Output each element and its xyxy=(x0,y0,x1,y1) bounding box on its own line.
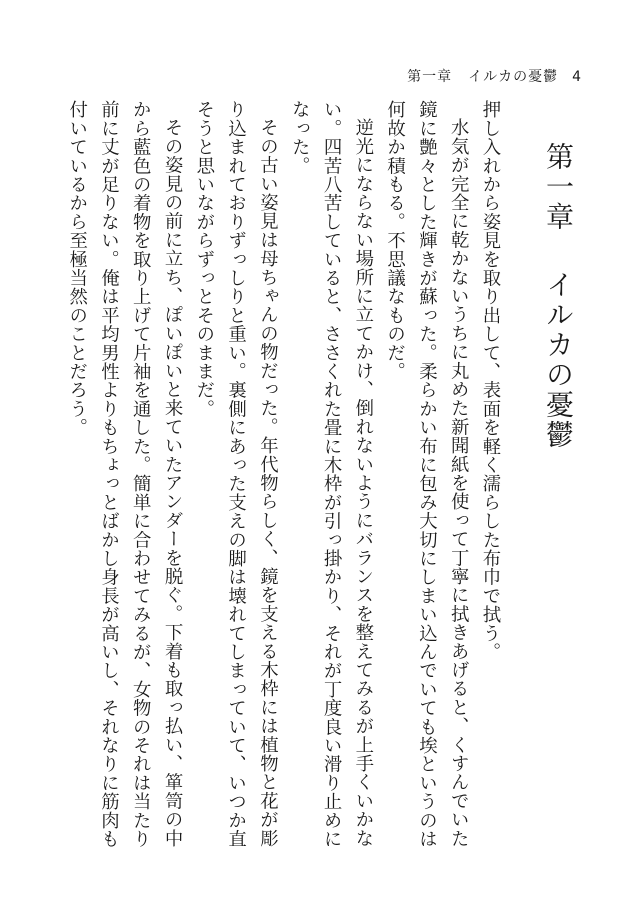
running-header-title: イルカの憂鬱 xyxy=(468,69,559,85)
paragraph: その姿見の前に立ち、ぽいぽいと来ていたアンダーを脱ぐ。下着も取っ払い、箪笥の中から藍色の着物を取り上げて片袖を通した。簡単に合わせてみるが、女物のそれは当たり前に丈が足りない。俺は平均男性よりもちょっとばかし身長が高いし、それなりに筋肉も付いているから至極当然のことだろう。 xyxy=(66,100,184,848)
chapter-number: 第一章 xyxy=(542,142,575,232)
chapter-title: イルカの憂鬱 xyxy=(542,270,575,450)
paragraph: 逆光にならない場所に立てかけ、倒れないようにバランスを整えてみるが上手くいかない。四苦八苦していると、ささくれた畳に木枠が引っ掛かり、それが丁度良い滑り止めになった。 xyxy=(289,100,374,848)
chapter-heading xyxy=(526,142,590,860)
body-text xyxy=(61,100,506,860)
running-header xyxy=(407,66,582,86)
vertical-text-block xyxy=(61,100,590,860)
paragraph: 押し入れから姿見を取り出して、表面を軽く濡らした布巾で拭う。 xyxy=(480,100,501,661)
running-header-chapter: 第一章 xyxy=(407,69,453,85)
paragraph: その古い姿見は母ちゃんの物だった。年代物らしく、鏡を支える木枠には植物と花が彫り込まれておりずっしりと重い。裏側にあった支えの脚は壊れてしまっていて、いつか直そうと思いながらずっとそのままだ。 xyxy=(193,100,279,848)
paragraph: 水気が完全に乾かないうちに丸めた新聞紙を使って丁寧に拭きあげると、くすんでいた鏡に艶々とした輝きが蘇った。柔らかい布に包み大切にしまい込んでいても埃というのは何故か積もる。不思議なものだ。 xyxy=(384,100,470,848)
page-number: 4 xyxy=(572,69,582,85)
